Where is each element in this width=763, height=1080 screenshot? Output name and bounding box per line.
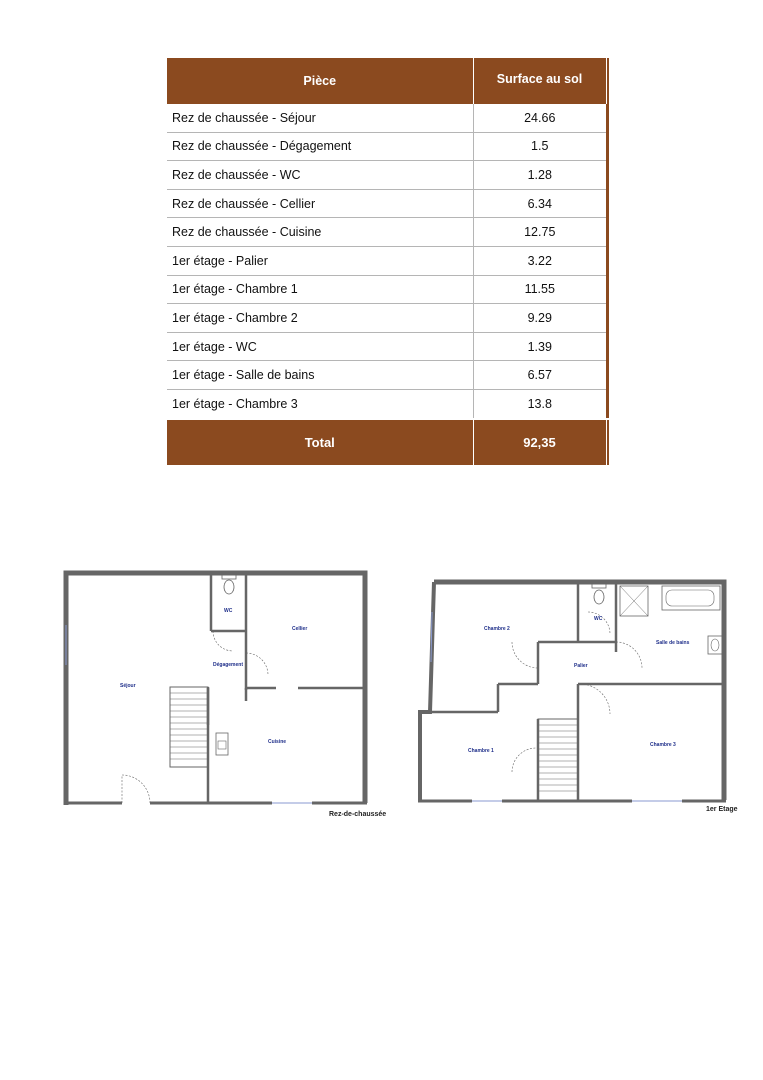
table-row: [167, 304, 609, 333]
room-name-cell: Rez de chaussée - Dégagement: [167, 132, 473, 161]
room-area-cell: 6.34: [473, 189, 606, 218]
room-name-cell: Rez de chaussée - Cuisine: [167, 218, 473, 247]
surface-table: [167, 58, 609, 465]
table-edge: [606, 361, 609, 390]
room-cuisine: Cuisine: [268, 739, 287, 745]
header-room: Pièce: [167, 58, 473, 104]
table-edge: [606, 389, 609, 418]
room-salle-de-bains: Salle de bains: [656, 640, 690, 646]
table-edge: [606, 104, 609, 132]
room-wc-ground: WC: [224, 608, 233, 614]
room-area-cell: 6.57: [473, 361, 606, 390]
room-area-cell: 1.28: [473, 161, 606, 190]
room-area-cell: 1.39: [473, 332, 606, 361]
table-edge: [606, 161, 609, 190]
header-area: Surface au sol: [473, 58, 606, 104]
room-name-cell: Rez de chaussée - Cellier: [167, 189, 473, 218]
room-area-cell: 13.8: [473, 389, 606, 418]
room-area-cell: 1.5: [473, 132, 606, 161]
level-label-ground: Rez-de-chaussée: [329, 811, 387, 818]
room-area-cell: 12.75: [473, 218, 606, 247]
table-edge: [606, 246, 609, 275]
room-palier: Palier: [574, 663, 588, 669]
room-cellier: Cellier: [292, 626, 308, 632]
upper-floor-plan: [412, 572, 747, 822]
room-sejour: Séjour: [120, 683, 136, 689]
table-edge: [606, 218, 609, 247]
ground-floor-plan: [50, 565, 395, 825]
room-area-cell: 24.66: [473, 104, 606, 132]
room-name-cell: 1er étage - Chambre 3: [167, 389, 473, 418]
room-name-cell: Rez de chaussée - Séjour: [167, 104, 473, 132]
room-name-cell: Rez de chaussée - WC: [167, 161, 473, 190]
table-row: [167, 132, 609, 161]
table-edge: [606, 419, 609, 465]
room-degagement: Dégagement: [213, 662, 244, 668]
table-row: [167, 189, 609, 218]
room-name-cell: 1er étage - Salle de bains: [167, 361, 473, 390]
room-area-cell: 9.29: [473, 304, 606, 333]
room-name-cell: 1er étage - WC: [167, 332, 473, 361]
total-label: Total: [167, 419, 473, 465]
room-chambre2: Chambre 2: [484, 626, 510, 632]
table-header-row: [167, 58, 609, 104]
level-label-upper: 1er Etage: [706, 806, 738, 813]
table-edge: [606, 132, 609, 161]
table-row: [167, 161, 609, 190]
room-area-cell: 11.55: [473, 275, 606, 304]
table-edge: [606, 58, 609, 104]
total-row: [167, 419, 609, 465]
table-row: [167, 104, 609, 132]
table-row: [167, 389, 609, 418]
room-name-cell: 1er étage - Chambre 2: [167, 304, 473, 333]
table-row: [167, 275, 609, 304]
table-edge: [606, 189, 609, 218]
room-chambre3: Chambre 3: [650, 742, 676, 748]
table-row: [167, 361, 609, 390]
table-row: [167, 218, 609, 247]
table-edge: [606, 332, 609, 361]
table-row: [167, 246, 609, 275]
room-chambre1: Chambre 1: [468, 748, 494, 754]
room-name-cell: 1er étage - Palier: [167, 246, 473, 275]
room-area-cell: 3.22: [473, 246, 606, 275]
table-row: [167, 332, 609, 361]
room-wc-upper: WC: [594, 616, 603, 622]
table-edge: [606, 275, 609, 304]
room-name-cell: 1er étage - Chambre 1: [167, 275, 473, 304]
table-body: [167, 104, 609, 419]
total-area: 92,35: [473, 419, 606, 465]
table-edge: [606, 304, 609, 333]
